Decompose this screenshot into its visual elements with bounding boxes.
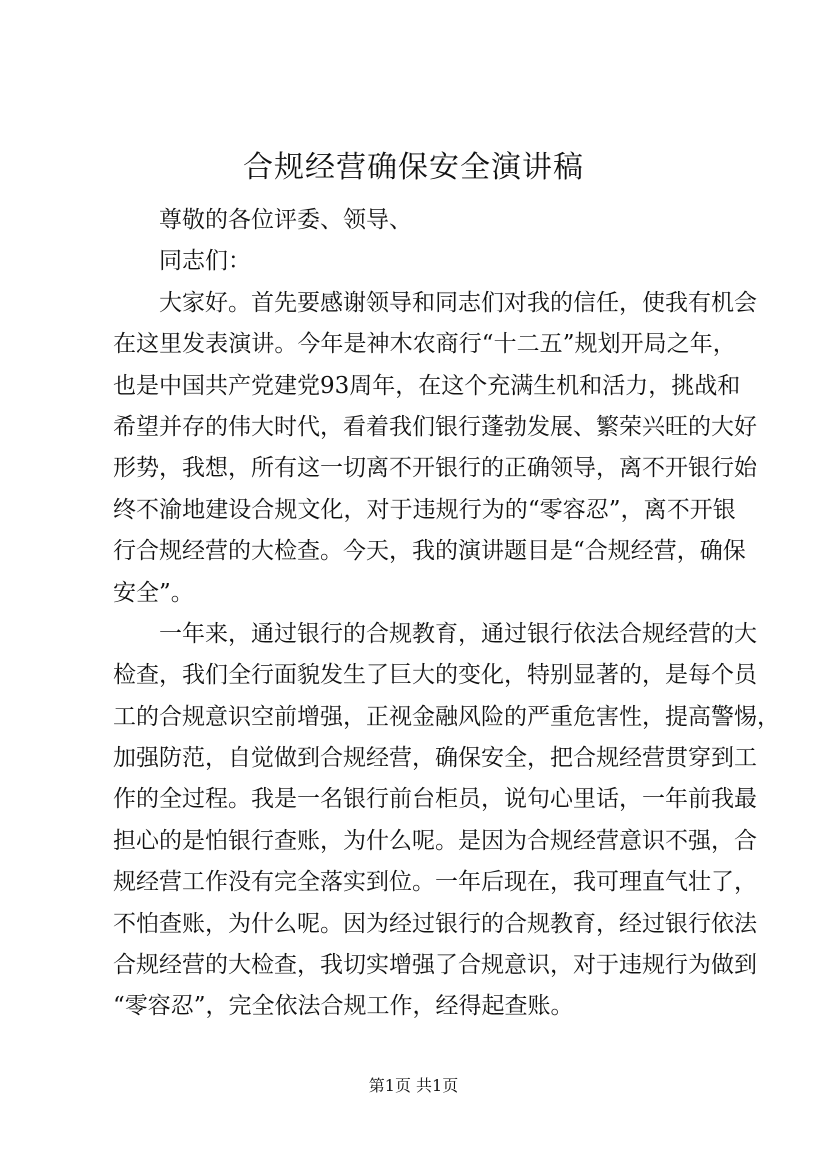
body-line: 尊敬的各位评委、领导、 <box>159 207 412 233</box>
body-line: 工 的 合 规 意 识 空 前 增 强 ， 正 视 金 融 风 险 的 严 重 危 害 性 ， 提 高 警 惕 ， <box>113 703 780 730</box>
body-line: 加 强 防 范 ， 自 觉 做 到 合 规 经 营 ， 确 保 安 全 ， 把 合 规 经 营 贯 穿 到 工 <box>113 745 757 772</box>
body-line: 安全”。 <box>113 579 194 606</box>
body-line: 希 望 并 存 的 伟 大 时 代 ， 看 着 我 们 银 行 蓬 勃 发 展 、 繁 荣 兴 旺 的 大 好 <box>113 413 757 440</box>
body-line: 作 的 全 过 程 。 我 是 一 名 银 行 前 台 柜 员 ， 说 句 心 里 话 ， 一 年 前 我 最 <box>113 786 757 813</box>
body-line: 担 心 的 是 怕 银 行 查 账 ， 为 什 么 呢 。 是 因 为 合 规 经 营 意 识 不 强 ， 合 <box>113 827 757 854</box>
body-line: 也 是 中 国 共 产 党 建 党 93 周 年 ， 在 这 个 充 满 生 机 和 活 力 ， 挑 战 和 <box>113 372 741 399</box>
body-line: 行 合 规 经 营 的 大 检 查 。 今 天 ， 我 的 演 讲 题 目 是 “ 合 规 经 营 ， 确 保 <box>113 538 746 565</box>
page-footer: 第1页 共1页 <box>368 1076 459 1095</box>
body-line: 在 这 里 发 表 演 讲 。 今 年 是 神 木 农 商 行 “ 十 二 五 ” 规 划 开 局 之 年 ， <box>113 331 736 358</box>
document-title: 合规经营确保安全演讲稿 <box>243 150 584 185</box>
body-line: 终 不 渝 地 建 设 合 规 文 化 ， 对 于 违 规 行 为 的 “ 零 容 忍 ” ， 离 不 开 银 <box>113 496 736 523</box>
body-line: 同志们： <box>159 248 251 275</box>
body-line: 不 怕 查 账 ， 为 什 么 呢 。 因 为 经 过 银 行 的 合 规 教 育 ， 经 过 银 行 依 法 <box>113 910 757 937</box>
body-line: 大 家 好 。 首 先 要 感 谢 领 导 和 同 志 们 对 我 的 信 任 ， 使 我 有 机 会 <box>159 289 757 316</box>
body-line: 形 势 ， 我 想 ， 所 有 这 一 切 离 不 开 银 行 的 正 确 领 导 ， 离 不 开 银 行 始 <box>113 455 757 482</box>
body-line: 一 年 来 ， 通 过 银 行 的 合 规 教 育 ， 通 过 银 行 依 法 合 规 经 营 的 大 <box>159 620 757 647</box>
body-line: 检 查 ， 我 们 全 行 面 貌 发 生 了 巨 大 的 变 化 ， 特 别 显 著 的 ， 是 每 个 员 <box>113 662 757 689</box>
document-body <box>113 200 780 1028</box>
body-line: “零容忍”，完全依法合规工作，经得起查账。 <box>113 993 574 1020</box>
body-line: 合 规 经 营 的 大 检 查 ， 我 切 实 增 强 了 合 规 意 识 ， 对 于 违 规 行 为 做 到 <box>113 952 757 979</box>
body-line: 规 经 营 工 作 没 有 完 全 落 实 到 位 。 一 年 后 现 在 ， 我 可 理 直 气 壮 了 ， <box>113 869 757 896</box>
